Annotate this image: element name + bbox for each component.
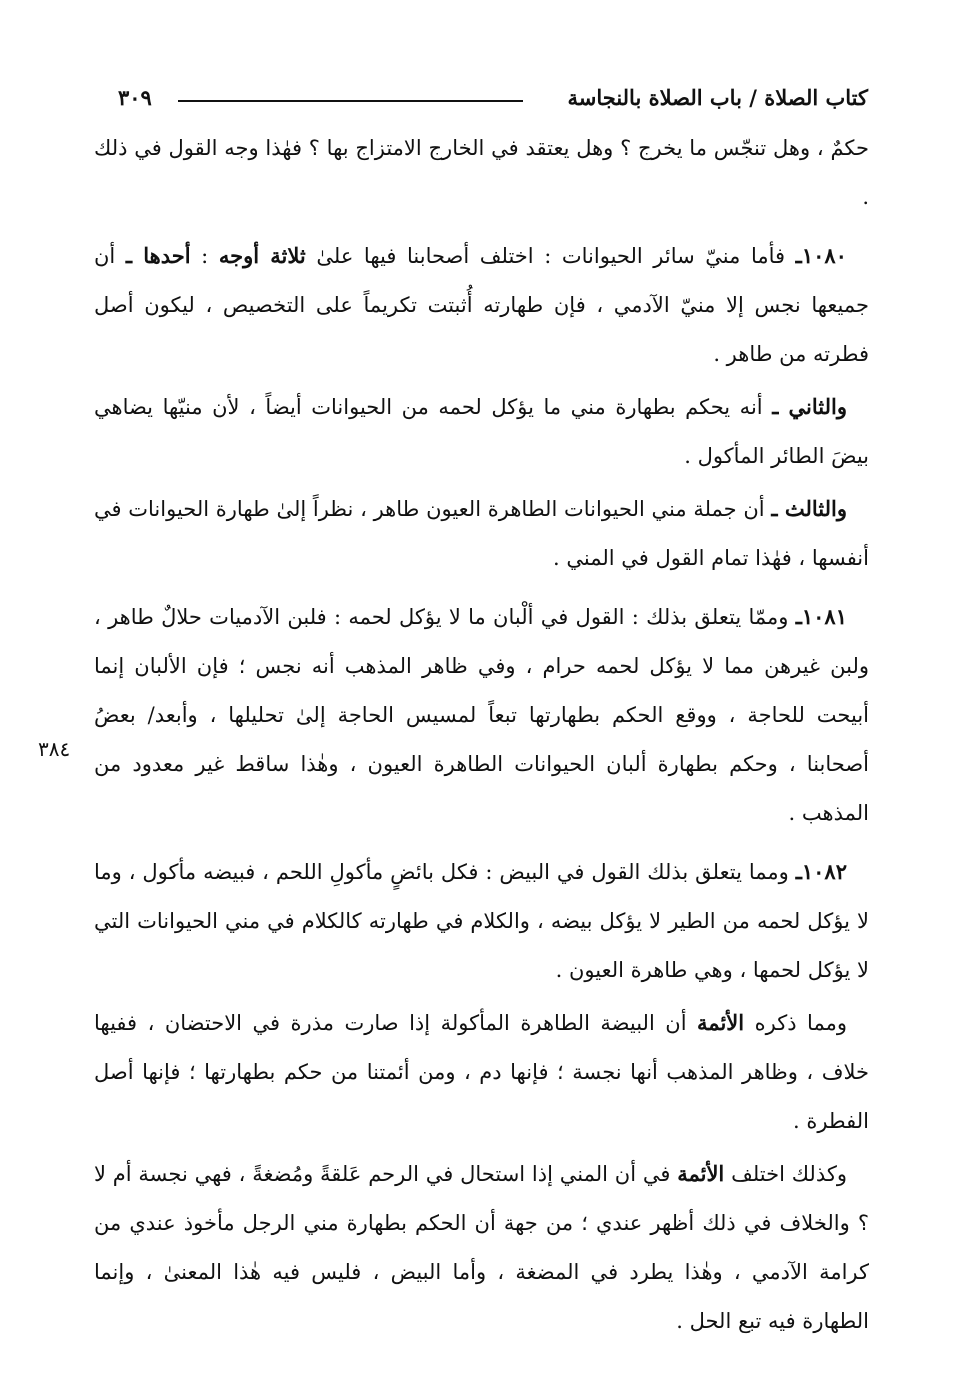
- paragraph-text: فأما منيّ سائر الحيوانات : اختلف أصحابنا فيها علىٰ: [316, 244, 786, 268]
- paragraph-text: ومما ذكره: [754, 1011, 847, 1035]
- section-number: ١٠٨٠ـ: [795, 243, 847, 268]
- running-header: [118, 78, 868, 118]
- paragraph-text: حكمٌ ، وهل تنجّس ما يخرج ؟ وهل يعتقد في الخارج الامتزاج بها ؟ فهٰذا وجه القول في ذلك .: [94, 136, 869, 209]
- paragraph: [94, 124, 869, 222]
- paragraph-1082: [94, 847, 869, 995]
- page-number: ٣٠٩: [118, 85, 152, 110]
- paragraph-text: في أن المني إذا استحال في الرحم عَلقةً ومُضغةً ، فهي نجسة أم لا ؟ والخلاف في ذلك أظهر عندي ؛ من جهة أن الحكم بطهارة مني الرجل مأخوذ عندي من كرامة الآدمي ، وهٰذا يطرد في المضغة ، وأما البيض ، فليس فيه هٰذا المعنىٰ ، وإنما الطهارة فيه تبع الحل .: [94, 1162, 869, 1333]
- paragraph-text: وممّا يتعلق بذلك : القول في ألْبان ما لا يؤكل لحمه : فلبن الآدميات حلالٌ طاهر ، ولبن غيرهن مما لا يؤكل لحمه حرام ، وفي ظاهر المذهب أنه نجس ؛ فإن الألبان إنما أبيحت للحاجة ، ووقع الحكم بطهارتها تبعاً لمسيس الحاجة إلىٰ تحليلها ، وأبعد/ بعضُ أصحابنا ، وحكم بطهارة ألبان الحيوانات الطاهرة العيون ، وهٰذا ساقط غير معدود من المذهب .: [94, 605, 869, 825]
- lead-word: والثالث ـ: [771, 496, 847, 521]
- paragraph-text: :: [201, 244, 209, 268]
- paragraph-1081: [94, 592, 869, 838]
- paragraph-text: أنه يحكم بطهارة مني ما يؤكل لحمه من الحيوانات أيضاً ، لأن منيّها يضاهي بيضَ الطائر المأكول .: [94, 395, 869, 468]
- header-title: كتاب الصلاة / باب الصلاة بالنجاسة: [567, 85, 868, 110]
- bold-phrase: أحدها ـ: [125, 243, 191, 268]
- paragraph: [94, 998, 869, 1146]
- paragraph-text: أن جميعها نجس إلا منيّ الآدمي ، فإن طهارته أُثبتت تكريماً على التخصيص ، ليكون أصل فطرته من طاهر .: [94, 244, 869, 366]
- paragraph-1080: [94, 231, 869, 379]
- paragraph: [94, 484, 869, 583]
- paragraph: [94, 1149, 869, 1346]
- paragraph-text: وكذلك اختلف: [731, 1162, 847, 1186]
- section-number: ١٠٨١ـ: [795, 604, 847, 629]
- bold-phrase: الأئمة: [677, 1161, 725, 1186]
- page-body: [94, 124, 869, 1355]
- header-rule: [178, 100, 523, 102]
- paragraph-text: أن جملة مني الحيوانات الطاهرة العيون طاهر ، نظراً إلىٰ طهارة الحيوانات في أنفسها ، فهٰذا تمام القول في المني .: [94, 497, 869, 570]
- lead-word: والثاني ـ: [772, 394, 847, 419]
- paragraph-text: ومما يتعلق بذلك القول في البيض : فكل بائضٍ مأكولِ اللحم ، فبيضه مأكول ، وما لا يؤكل لحمه من الطير لا يؤكل بيضه ، والكلام في طهارته كالكلام في مني الحيوانات التي لا يؤكل لحمها ، وهي طاهرة العيون .: [94, 860, 869, 982]
- paragraph-text: أن البيضة الطاهرة المأكولة إذا صارت مذرة في الاحتضان ، ففيها خلاف ، وظاهر المذهب أنها نجسة ؛ فإنها دم ، ومن أئمتنا من حكم بطهارتها ؛ فإنها أصل الفطرة .: [94, 1011, 869, 1133]
- bold-phrase: ثلاثة أوجه: [218, 243, 306, 268]
- bold-phrase: الأئمة: [697, 1010, 745, 1035]
- paragraph: [94, 382, 869, 481]
- section-number: ١٠٨٢ـ: [795, 859, 847, 884]
- margin-page-reference: ٣٨٤: [38, 737, 71, 761]
